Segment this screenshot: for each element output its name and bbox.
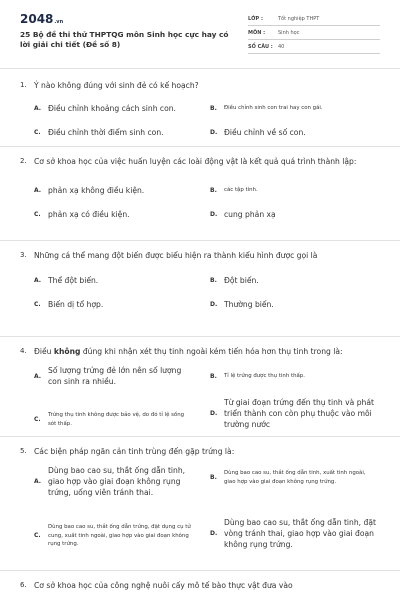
option-text: Đột biến. — [224, 276, 259, 285]
document-meta — [248, 12, 380, 54]
meta-subject — [248, 26, 380, 40]
option-letter: D. — [210, 410, 218, 417]
option-b[interactable] — [210, 371, 305, 382]
option-letter: A. — [34, 478, 42, 485]
meta-subject-label: MÔN : — [248, 29, 266, 36]
option-a[interactable] — [34, 465, 206, 498]
question-number: 3. — [20, 251, 27, 259]
option-a[interactable] — [34, 365, 194, 387]
question-text: Cơ sở khoa học của công nghệ nuôi cấy mô tế bào thực vật đưa vào — [34, 581, 293, 590]
option-b[interactable] — [210, 185, 258, 196]
option-text: Điều chỉnh sinh con trai hay con gái. — [224, 105, 323, 112]
option-text: Điều chỉnh về số con. — [224, 128, 306, 137]
logo-main: 2048 — [20, 12, 54, 26]
option-c[interactable] — [34, 299, 103, 310]
option-letter: C. — [34, 416, 41, 423]
option-letter: B. — [210, 187, 217, 194]
option-text: Điều chỉnh khoảng cách sinh con. — [48, 104, 176, 113]
option-text: Dùng bao cao su, thắt ống dẫn tinh, đặt vòng tránh thai, giao hợp vào giai đoạn không rụng trứng. — [224, 518, 376, 549]
divider — [0, 436, 400, 437]
divider — [0, 146, 400, 147]
question-text-pre: Điều — [34, 347, 54, 356]
meta-question-count-label: SỐ CÂU : — [248, 43, 273, 50]
option-letter: D. — [210, 530, 218, 537]
option-b[interactable] — [210, 469, 382, 486]
meta-question-count-value: 40 — [278, 43, 285, 50]
option-letter: A. — [34, 277, 42, 284]
option-text: Thường biến. — [224, 300, 274, 309]
option-c[interactable] — [34, 209, 130, 220]
question-text: Các biện pháp ngăn cản tinh trùng đến gặp trứng là: — [34, 447, 235, 456]
option-letter: B. — [210, 474, 217, 481]
meta-class-label: LỚP : — [248, 15, 263, 22]
question-1 — [20, 80, 382, 141]
question-number: 6. — [20, 581, 27, 589]
question-text: Ý nào không đúng với sinh đẻ có kế hoạch? — [34, 81, 199, 90]
option-letter: A. — [34, 372, 42, 380]
option-text: Tỉ lệ trứng được thụ tinh thấp. — [224, 373, 305, 380]
option-letter: C. — [34, 532, 41, 540]
question-text — [34, 346, 382, 357]
option-letter: C. — [34, 129, 41, 136]
option-letter: A. — [34, 187, 42, 194]
option-c[interactable] — [34, 127, 164, 138]
option-text: Điều chỉnh thời điểm sinh con. — [48, 128, 164, 137]
option-d[interactable] — [210, 127, 306, 138]
option-a[interactable] — [34, 103, 176, 114]
option-text: Từ giai đoạn trứng đến thụ tinh và phát triển thành con còn phụ thuộc vào môi trường nước — [224, 398, 374, 429]
option-text: phản xạ có điều kiện. — [48, 210, 130, 219]
option-letter: B. — [210, 373, 217, 380]
option-text: cung phản xạ — [224, 210, 276, 219]
option-text: phản xạ không điều kiện. — [48, 186, 145, 195]
question-3 — [20, 250, 382, 316]
option-b[interactable] — [210, 275, 259, 286]
question-2 — [20, 156, 382, 227]
meta-class-value: Tốt nghiệp THPT — [278, 15, 320, 22]
option-letter: C. — [34, 301, 41, 308]
option-c[interactable] — [34, 411, 194, 428]
document-title: 25 Bộ đề thi thử THPTQG môn Sinh học cực hay có lời giải chi tiết (Đề số 8) — [20, 30, 229, 49]
option-d[interactable] — [210, 209, 276, 220]
question-text-post: đúng khi nhận xét thụ tinh ngoài kém tiến hóa hơn thụ tinh trong là: — [80, 347, 343, 356]
divider — [0, 240, 400, 241]
option-d[interactable] — [210, 517, 382, 550]
question-4 — [20, 346, 382, 437]
divider — [0, 570, 400, 571]
option-letter: D. — [210, 301, 218, 308]
option-text: Dùng bao cao su, thắt ống dẫn tinh, xuất tinh ngoài, giao hợp vào giai đoạn không rụng trứng. — [224, 470, 366, 485]
meta-subject-value: Sinh học — [278, 29, 300, 36]
meta-class — [248, 12, 380, 26]
option-d[interactable] — [210, 397, 380, 430]
option-text: Biến dị tổ hợp. — [48, 300, 104, 309]
option-a[interactable] — [34, 185, 144, 196]
question-5 — [20, 446, 382, 569]
option-letter: B. — [210, 105, 217, 112]
option-text: các tập tính. — [224, 187, 258, 194]
option-letter: D. — [210, 211, 218, 218]
question-number: 4. — [20, 347, 27, 355]
option-letter: A. — [34, 105, 42, 112]
question-6 — [20, 580, 382, 591]
question-number: 5. — [20, 447, 27, 455]
option-text: Số lượng trứng đẻ lớn nên số lượng con sinh ra nhiều. — [48, 366, 182, 386]
option-c[interactable] — [34, 523, 206, 549]
divider — [0, 68, 400, 69]
meta-question-count — [248, 40, 380, 54]
option-d[interactable] — [210, 299, 274, 310]
question-number: 1. — [20, 81, 27, 89]
option-letter: D. — [210, 129, 218, 136]
option-text: Dùng bao cao su, thắt ống dẫn trứng, đặt dụng cụ tử cung, xuất tinh ngoài, giao hợp vào giai đoạn không rụng trứng. — [48, 524, 191, 547]
divider — [0, 336, 400, 337]
question-text: Cơ sở khoa học của việc huấn luyện các loài động vật là kết quả quá trình thành lập: — [34, 157, 357, 166]
logo-suffix: .vn — [54, 19, 64, 25]
question-text-emphasis: không — [53, 347, 81, 356]
option-text: Dùng bao cao su, thắt ống dẫn tinh, giao hợp vào giai đoạn không rụng trứng, uống viên tránh thai. — [48, 466, 186, 497]
question-number: 2. — [20, 157, 27, 165]
option-letter: B. — [210, 277, 217, 284]
site-logo[interactable] — [20, 12, 63, 26]
document-header — [20, 10, 380, 62]
option-letter: C. — [34, 211, 41, 218]
option-b[interactable] — [210, 103, 323, 114]
option-text: Thể đột biến. — [48, 276, 99, 285]
option-text: Trứng thụ tinh không được bảo vệ, do đó tỉ lệ sống sót thấp. — [48, 412, 185, 427]
option-a[interactable] — [34, 275, 98, 286]
question-text: Những cá thể mang đột biến được biểu hiện ra thành kiểu hình được gọi là — [34, 251, 318, 260]
